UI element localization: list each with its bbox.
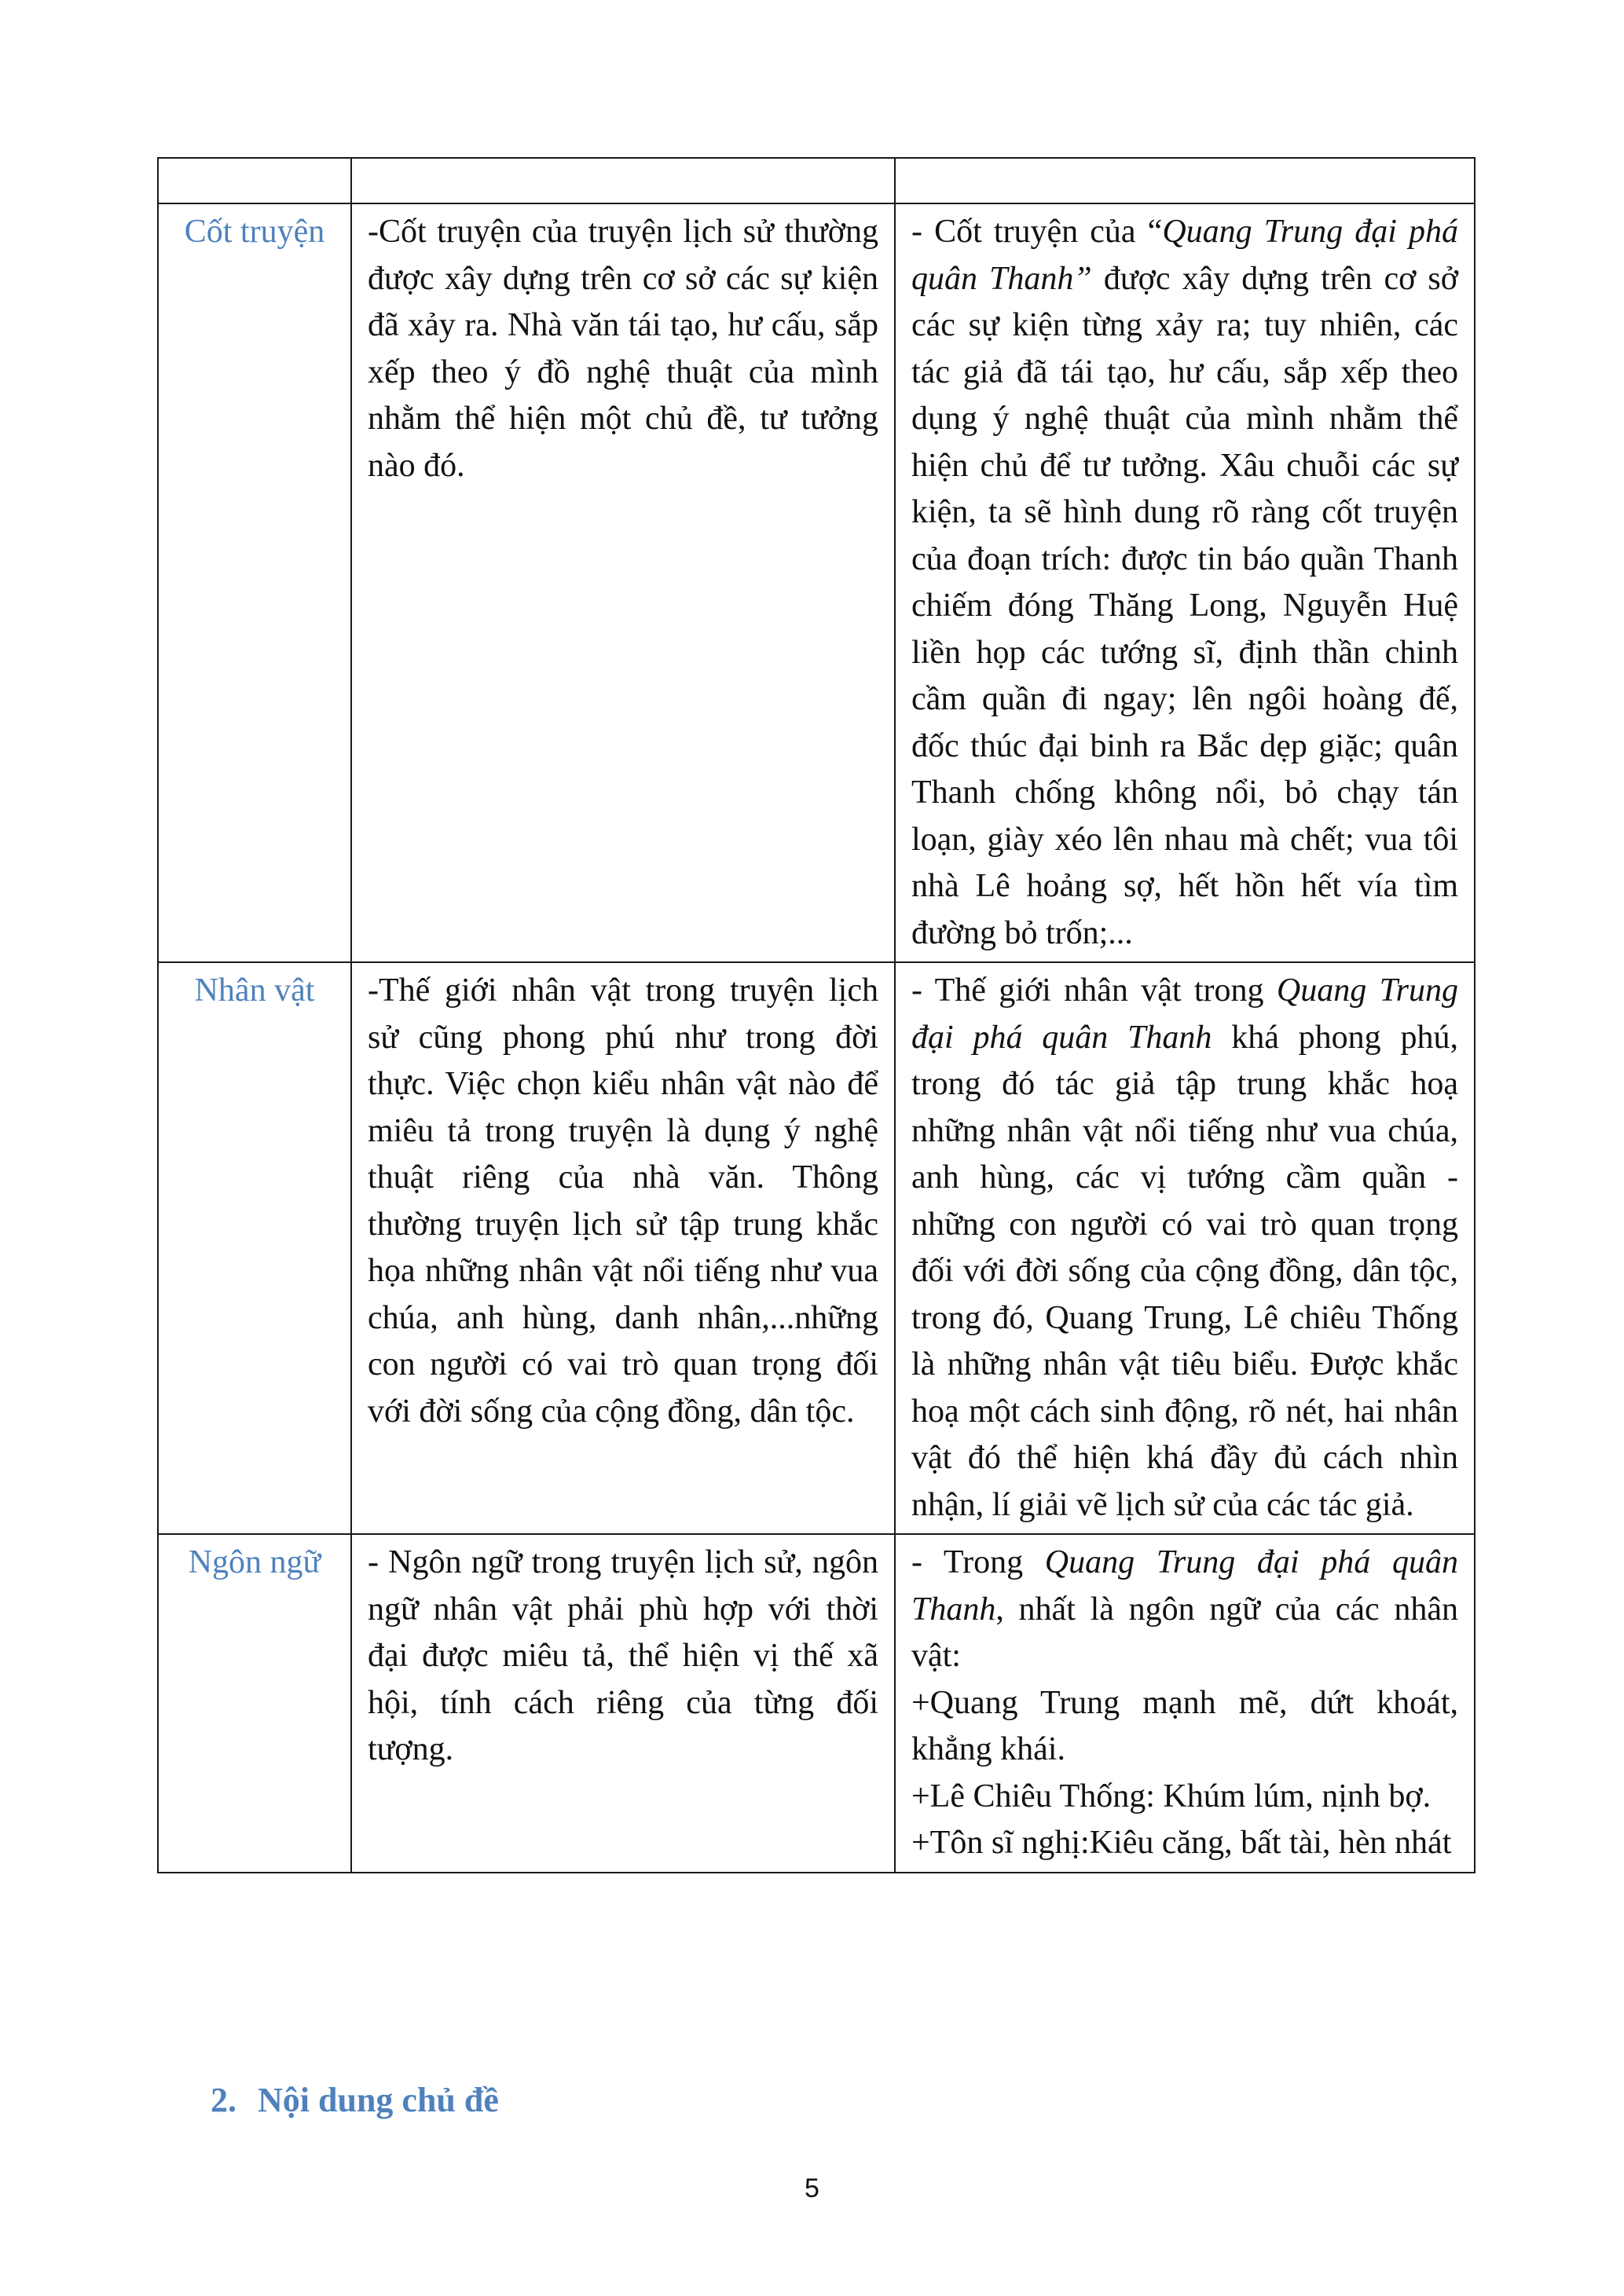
header-cell-1 <box>158 158 351 203</box>
text-run: , nhất là ngôn ngữ của các nhân vật: <box>911 1591 1458 1674</box>
header-cell-3 <box>895 158 1475 203</box>
bullet-ton-si-nghi: +Tôn sĩ nghị:Kiêu căng, bất tài, hèn nhát <box>911 1825 1452 1861</box>
bullet-le-chieu-thong: +Lê Chiêu Thống: Khúm lúm, nịnh bợ. <box>911 1778 1432 1814</box>
comparison-table <box>157 157 1476 1873</box>
paragraph: - Ngôn ngữ trong truyện lịch sử, ngôn ngữ nhân vật phải phù hợp với thời đại được miêu tả, thể hiện vị thế xã hội, tính cách riêng của từng đối tượng. <box>368 1544 878 1767</box>
work-title: Quang Trung đại phá quân Thanh <box>911 972 1458 1056</box>
page-number: 5 <box>805 2173 819 2203</box>
specific-description-language <box>895 1534 1475 1873</box>
specific-description-plot <box>895 203 1475 962</box>
header-cell-2 <box>351 158 895 203</box>
work-title: Quang Trung đại phá quân Thanh <box>911 1544 1458 1628</box>
section-title: Nội dung chủ đề <box>258 2081 499 2119</box>
text-run: - Trong <box>911 1544 1045 1580</box>
bullet-quang-trung: +Quang Trung mạnh mẽ, dứt khoát, khẳng khái. <box>911 1684 1458 1767</box>
paragraph <box>911 1540 1458 1680</box>
specific-description-characters <box>895 962 1475 1534</box>
text-run: - Cốt truyện của “ <box>911 214 1163 250</box>
table-header-row <box>158 158 1475 203</box>
row-label-language: Ngôn ngữ <box>158 1534 351 1873</box>
general-description-plot <box>351 203 895 962</box>
row-label-characters: Nhân vật <box>158 962 351 1534</box>
text-run: - Thế giới nhân vật trong <box>911 972 1277 1009</box>
text-run: khá phong phú, trong đó tác giả tập trung khắc hoạ những nhân vật nổi tiếng như vua chúa, anh hùng, các vị tướng cầm quần - những con người có vai trò quan trọng đối với đời sống của cộng đồng, dân tộc, trong đó, Quang Trung, Lê chiêu Thống là những nhân vật tiêu biểu. Được khắc hoạ một cách sinh động, rõ nét, hai nhân vật đó thể hiện khá đầy đủ cách nhìn nhận, lí giải vẽ lịch sử của các tác giả. <box>911 1019 1458 1523</box>
table-row <box>158 1534 1475 1873</box>
row-label-plot: Cốt truyện <box>158 203 351 962</box>
table-row <box>158 203 1475 962</box>
work-title: Quang Trung đại phá quân Thanh” <box>911 214 1459 297</box>
paragraph: -Thế giới nhân vật trong truyện lịch sử cũng phong phú như trong đời thực. Việc chọn kiểu nhân vật nào để miêu tả trong truyện là dụng ý nghệ thuật riêng của nhà văn. Thông thường truyện lịch sử tập trung khắc họa những nhân vật nổi tiếng như vua chúa, anh hùng, danh nhân,...những con người có vai trò quan trọng đối với đời sống của cộng đồng, dân tộc. <box>368 972 878 1430</box>
table-row <box>158 962 1475 1534</box>
section-heading <box>211 2080 499 2120</box>
paragraph: -Cốt truyện của truyện lịch sử thường được xây dựng trên cơ sở các sự kiện đã xảy ra. Nhà văn tái tạo, hư cấu, sắp xếp theo ý đồ nghệ thuật của mình nhằm thể hiện một chủ đề, tư tưởng nào đó. <box>368 214 878 484</box>
text-run: được xây dựng trên cơ sở các sự kiện từng xảy ra; tuy nhiên, các tác giả đã tái tạo, hư cấu, sắp xếp theo dụng ý nghệ thuật của mình nhằm thể hiện chủ để tư tưởng. Xâu chuỗi các sự kiện, ta sẽ hình dung rõ ràng cốt truyện của đoạn trích: được tin báo quần Thanh chiếm đóng Thăng Long, Nguyễn Huệ liền họp các tướng sĩ, định thần chinh cầm quần đi ngay; lên ngôi hoàng đế, đốc thúc đại binh ra Bắc dẹp giặc; quân Thanh chống không nổi, bỏ chạy tán loạn, giày xéo lên nhau mà chết; vua tôi nhà Lê hoảng sợ, hết hồn hết vía tìm đường bỏ trốn;... <box>911 260 1458 951</box>
section-number: 2. <box>211 2081 236 2119</box>
paragraph <box>911 968 1458 1529</box>
paragraph <box>911 209 1458 957</box>
general-description-language <box>351 1534 895 1873</box>
general-description-characters <box>351 962 895 1534</box>
